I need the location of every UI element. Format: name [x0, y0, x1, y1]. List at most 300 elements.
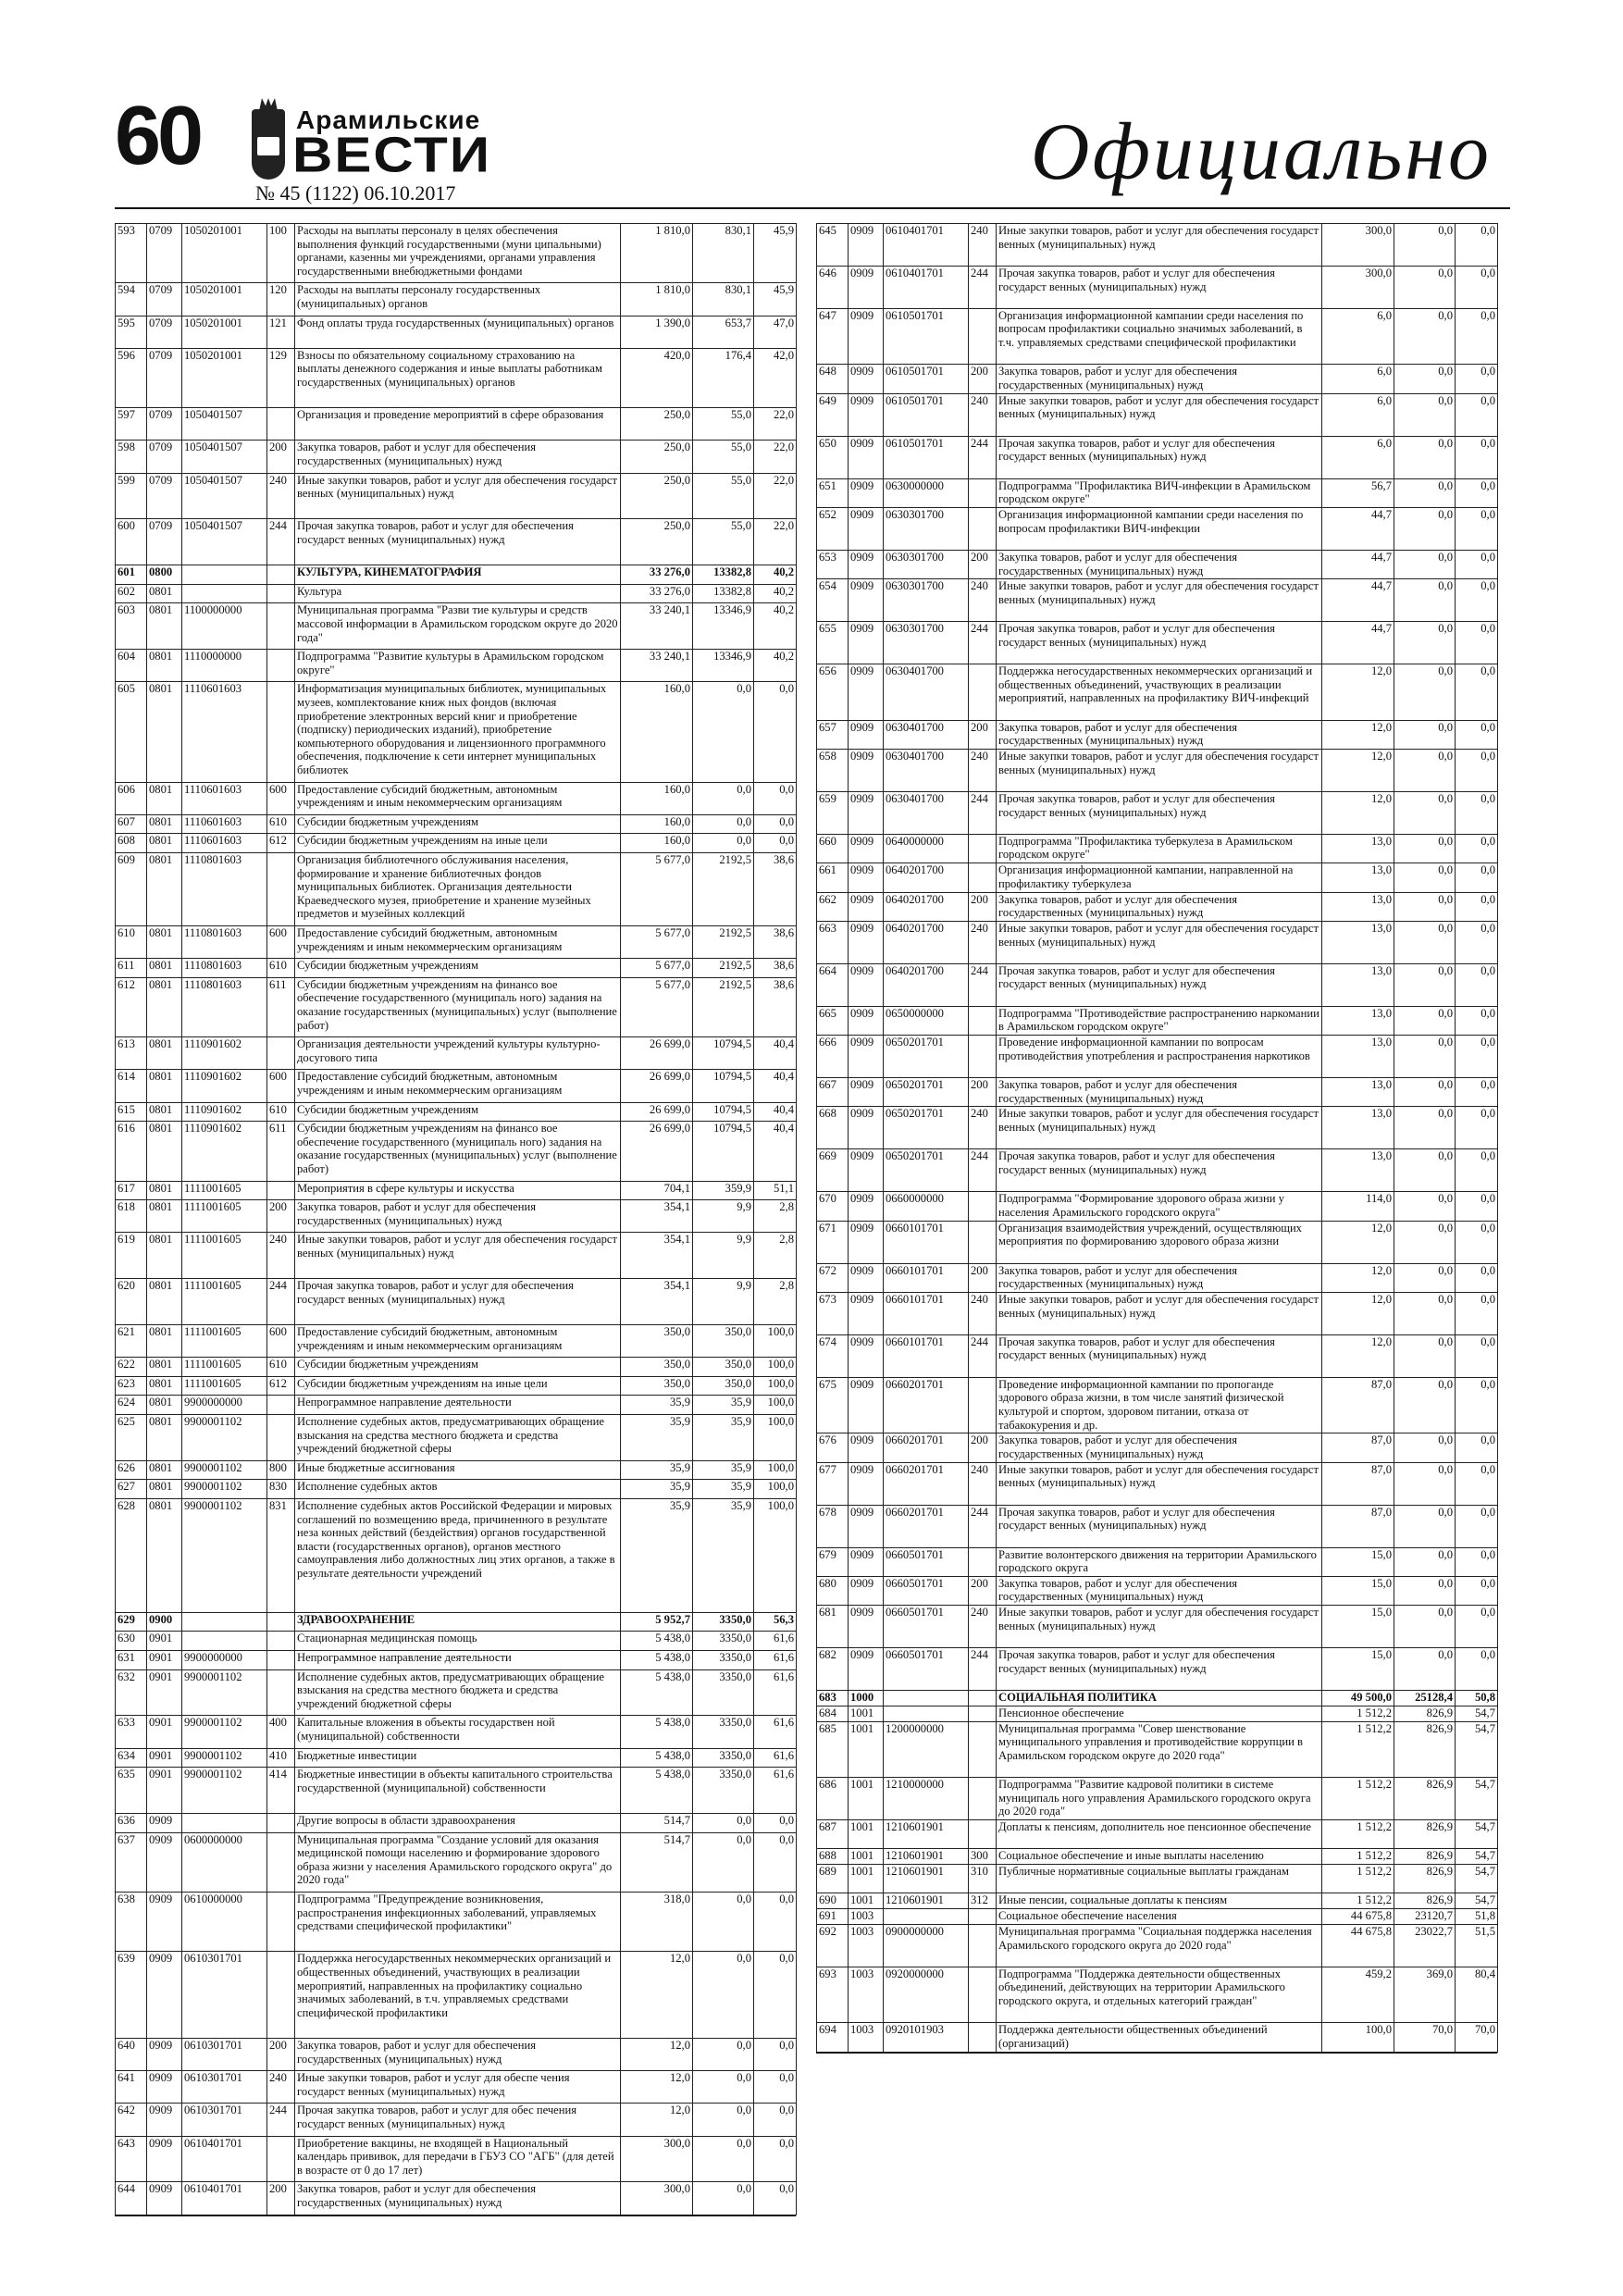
- row-description: Субсидии бюджетным учреждениям: [295, 1102, 621, 1122]
- executed-amount: 0,0: [1394, 1606, 1456, 1648]
- section-code: 0909: [849, 1606, 884, 1648]
- percent-executed: 50,8: [1456, 1691, 1498, 1706]
- row-description: Иные пенсии, социальные доплаты к пенсиям: [997, 1893, 1322, 1909]
- percent-executed: 0,0: [1456, 1648, 1498, 1691]
- expense-type-code: 800: [267, 1460, 295, 1480]
- target-code: 0660501701: [884, 1606, 969, 1648]
- plan-amount: 15,0: [1322, 1576, 1394, 1605]
- plan-amount: 12,0: [621, 2104, 693, 2136]
- row-number: 605: [116, 682, 147, 782]
- percent-executed: 42,0: [754, 348, 797, 407]
- row-number: 638: [116, 1892, 147, 1951]
- plan-amount: 1 512,2: [1322, 1865, 1394, 1893]
- table-row: [817, 579, 1498, 622]
- target-code: 1111001605: [182, 1200, 267, 1233]
- row-description: Прочая закупка товаров, работ и услуг для обеспечения государст венных (муниципальных) нужд: [997, 1505, 1322, 1547]
- executed-amount: 0,0: [1394, 1036, 1456, 1078]
- executed-amount: 826,9: [1394, 1778, 1456, 1820]
- percent-executed: 100,0: [754, 1460, 797, 1480]
- executed-amount: 9,9: [693, 1200, 754, 1233]
- expense-type-code: [969, 1221, 997, 1263]
- section-code: 0909: [849, 266, 884, 308]
- table-column-right: [816, 223, 1497, 2053]
- row-number: 656: [817, 664, 849, 721]
- section-code: 0801: [147, 814, 182, 834]
- percent-executed: 70,0: [1456, 2023, 1498, 2052]
- table-row: [116, 1358, 797, 1377]
- percent-executed: 0,0: [754, 1952, 797, 2039]
- header-rule: [115, 207, 1510, 209]
- executed-amount: 176,4: [693, 348, 754, 407]
- table-row: [817, 622, 1498, 664]
- row-description: КУЛЬТУРА, КИНЕМАТОГРАФИЯ: [295, 565, 621, 585]
- table-row: [116, 441, 797, 473]
- row-description: Подпрограмма "Профилактика туберкулеза в Арамильском городском округе": [997, 834, 1322, 863]
- executed-amount: 826,9: [1394, 1721, 1456, 1778]
- expense-type-code: [969, 1778, 997, 1820]
- row-number: 671: [817, 1221, 849, 1263]
- executed-amount: 0,0: [1394, 791, 1456, 834]
- expense-type-code: 200: [969, 550, 997, 578]
- target-code: 1050401507: [182, 441, 267, 473]
- table-row: [116, 224, 797, 283]
- plan-amount: 12,0: [1322, 750, 1394, 792]
- plan-amount: 514,7: [621, 1813, 693, 1832]
- expense-type-code: [267, 650, 295, 682]
- row-description: Субсидии бюджетным учреждениям на финансо вое обеспечение государственного (муниципаль ного) задания на оказание государственных (муниципальных) услуг (выполнение работ): [295, 977, 621, 1036]
- executed-amount: 0,0: [1394, 1462, 1456, 1505]
- section-code: 0909: [849, 834, 884, 863]
- plan-amount: 56,7: [1322, 478, 1394, 507]
- percent-executed: 54,7: [1456, 1820, 1498, 1849]
- expense-type-code: 831: [267, 1498, 295, 1612]
- percent-executed: 40,4: [754, 1037, 797, 1070]
- executed-amount: 826,9: [1394, 1893, 1456, 1909]
- row-description: Проведение информационной кампании по пропоганде здорового образа жизни, в том числе занятий физической культурой и спортом, здоровом питании, отказа от табакокурения и др.: [997, 1377, 1322, 1433]
- row-number: 609: [116, 853, 147, 926]
- table-row: [116, 1892, 797, 1951]
- percent-executed: 0,0: [1456, 1107, 1498, 1149]
- section-code: 0909: [849, 963, 884, 1006]
- target-code: 1110901602: [182, 1122, 267, 1181]
- expense-type-code: [969, 1547, 997, 1576]
- row-number: 644: [116, 2182, 147, 2215]
- table-row: [817, 1893, 1498, 1909]
- row-number: 602: [116, 584, 147, 603]
- column-bottom-rule: [816, 2052, 1497, 2054]
- percent-executed: 45,9: [754, 224, 797, 283]
- table-row: [116, 2071, 797, 2104]
- expense-type-code: [969, 1377, 997, 1433]
- executed-amount: 0,0: [1394, 750, 1456, 792]
- row-number: 648: [817, 365, 849, 393]
- plan-amount: 12,0: [1322, 1334, 1394, 1377]
- row-description: Муниципальная программа "Разви тие культуры и средств массовой информации в Арамильском городском округе до 2020 года": [295, 603, 621, 650]
- expense-type-code: 244: [969, 1648, 997, 1691]
- expense-type-code: 200: [969, 1263, 997, 1292]
- table-row: [817, 1006, 1498, 1035]
- logo-title: ВЕСТИ: [292, 126, 491, 183]
- target-code: 0650201701: [884, 1107, 969, 1149]
- row-description: Прочая закупка товаров, работ и услуг для обеспечения государст венных (муниципальных) нужд: [997, 791, 1322, 834]
- table-row: [817, 1149, 1498, 1192]
- logo-subtitle: Арамильские: [296, 105, 481, 134]
- table-row: [817, 2023, 1498, 2052]
- expense-type-code: [267, 1181, 295, 1200]
- expense-type-code: 600: [267, 926, 295, 959]
- section-code: 0909: [147, 1892, 182, 1951]
- row-number: 660: [817, 834, 849, 863]
- row-description: Субсидии бюджетным учреждениям на финансо вое обеспечение государственного (муниципаль ного) задания на оказание государственных (муниципальных) услуг (выполнение работ): [295, 1122, 621, 1181]
- executed-amount: 35,9: [693, 1498, 754, 1612]
- percent-executed: 0,0: [1456, 1576, 1498, 1605]
- section-code: 1001: [849, 1778, 884, 1820]
- expense-type-code: 240: [969, 750, 997, 792]
- percent-executed: 54,7: [1456, 1778, 1498, 1820]
- percent-executed: 0,0: [754, 2136, 797, 2182]
- section-code: 0909: [849, 1149, 884, 1192]
- plan-amount: 6,0: [1322, 365, 1394, 393]
- table-row: [817, 1107, 1498, 1149]
- percent-executed: 61,6: [754, 1669, 797, 1716]
- plan-amount: 318,0: [621, 1892, 693, 1951]
- expense-type-code: 410: [267, 1748, 295, 1768]
- row-number: 681: [817, 1606, 849, 1648]
- row-number: 601: [116, 565, 147, 585]
- target-code: 1210000000: [884, 1778, 969, 1820]
- executed-amount: 350,0: [693, 1358, 754, 1377]
- row-number: 607: [116, 814, 147, 834]
- row-description: Исполнение судебных актов: [295, 1480, 621, 1499]
- table-row: [116, 1813, 797, 1832]
- table-row: [817, 1865, 1498, 1893]
- percent-executed: 22,0: [754, 519, 797, 565]
- plan-amount: 33 240,1: [621, 650, 693, 682]
- table-row: [116, 316, 797, 348]
- target-code: 0640201700: [884, 863, 969, 892]
- table-row: [817, 224, 1498, 267]
- section-code: 0801: [147, 1070, 182, 1102]
- target-code: 1111001605: [182, 1376, 267, 1396]
- target-code: 0640201700: [884, 921, 969, 963]
- target-code: 0610501701: [884, 436, 969, 478]
- row-description: Исполнение судебных актов Российской Федерации и мировых соглашений по возмещению вреда, причиненного в результате неза конных действий (бездействия) органов государственной власти (государственных органов), органов местного самоуправления либо должностных лиц этих органов, а также в результате деятельности учреждений: [295, 1498, 621, 1612]
- plan-amount: 300,0: [621, 2136, 693, 2182]
- percent-executed: 0,0: [1456, 550, 1498, 578]
- section-code: 0709: [147, 473, 182, 519]
- row-number: 686: [817, 1778, 849, 1820]
- target-code: 1210601901: [884, 1820, 969, 1849]
- target-code: 0630401700: [884, 720, 969, 749]
- section-code: 0901: [147, 1716, 182, 1748]
- table-row: [817, 720, 1498, 749]
- target-code: 0610501701: [884, 393, 969, 436]
- target-code: 0660101701: [884, 1263, 969, 1292]
- percent-executed: 38,6: [754, 959, 797, 978]
- row-number: 606: [116, 782, 147, 814]
- target-code: 1111001605: [182, 1279, 267, 1325]
- table-row: [817, 1263, 1498, 1292]
- percent-executed: 54,7: [1456, 1865, 1498, 1893]
- table-row: [116, 782, 797, 814]
- table-row: [116, 2104, 797, 2136]
- executed-amount: 0,0: [1394, 507, 1456, 550]
- section-code: 0909: [849, 507, 884, 550]
- row-number: 613: [116, 1037, 147, 1070]
- row-description: Другие вопросы в области здравоохранения: [295, 1813, 621, 1832]
- target-code: 0640000000: [884, 834, 969, 863]
- target-code: 0650201701: [884, 1078, 969, 1107]
- target-code: 0630000000: [884, 478, 969, 507]
- table-row: [817, 892, 1498, 921]
- executed-amount: 0,0: [1394, 834, 1456, 863]
- row-number: 682: [817, 1648, 849, 1691]
- executed-amount: 0,0: [693, 834, 754, 853]
- row-number: 617: [116, 1181, 147, 1200]
- plan-amount: 350,0: [621, 1358, 693, 1377]
- plan-amount: 13,0: [1322, 863, 1394, 892]
- expense-type-code: [969, 1909, 997, 1925]
- row-number: 603: [116, 603, 147, 650]
- expense-type-code: [267, 1414, 295, 1460]
- percent-executed: 0,0: [1456, 622, 1498, 664]
- expense-type-code: [969, 1967, 997, 2023]
- target-code: 0660501701: [884, 1576, 969, 1605]
- executed-amount: 0,0: [693, 2104, 754, 2136]
- plan-amount: 12,0: [621, 2038, 693, 2070]
- executed-amount: 3350,0: [693, 1650, 754, 1669]
- table-row: [817, 1462, 1498, 1505]
- row-number: 676: [817, 1433, 849, 1462]
- target-code: 1100000000: [182, 603, 267, 650]
- row-description: Закупка товаров, работ и услуг для обеспечения государственных (муниципальных) нужд: [997, 550, 1322, 578]
- section-code: 0909: [849, 1006, 884, 1035]
- plan-amount: 13,0: [1322, 1078, 1394, 1107]
- row-description: Прочая закупка товаров, работ и услуг для обеспечения государст венных (муниципальных) нужд: [295, 519, 621, 565]
- row-number: 597: [116, 408, 147, 441]
- executed-amount: 0,0: [1394, 1576, 1456, 1605]
- section-code: 0909: [849, 308, 884, 365]
- table-row: [817, 921, 1498, 963]
- row-description: ЗДРАВООХРАНЕНИЕ: [295, 1612, 621, 1632]
- table-row: [116, 1612, 797, 1632]
- executed-amount: 0,0: [1394, 308, 1456, 365]
- target-code: 0660101701: [884, 1292, 969, 1334]
- row-description: Муниципальная программа "Совер шенствование муниципального управления и противодействие коррупции в Арамильском городском округе до 2020 года": [997, 1721, 1322, 1778]
- percent-executed: 40,2: [754, 650, 797, 682]
- expense-type-code: 200: [267, 2038, 295, 2070]
- percent-executed: 0,0: [1456, 1505, 1498, 1547]
- executed-amount: 0,0: [1394, 1377, 1456, 1433]
- percent-executed: 54,7: [1456, 1721, 1498, 1778]
- section-code: 0800: [147, 565, 182, 585]
- section-code: 0801: [147, 782, 182, 814]
- row-description: Подпрограмма "Противодействие распространению наркомании в Арамильском городском округе": [997, 1006, 1322, 1035]
- row-number: 622: [116, 1358, 147, 1377]
- table-row: [817, 1292, 1498, 1334]
- expense-type-code: 200: [969, 1433, 997, 1462]
- table-row: [817, 1691, 1498, 1706]
- plan-amount: 5 677,0: [621, 977, 693, 1036]
- section-code: 0709: [147, 519, 182, 565]
- table-row: [817, 1909, 1498, 1925]
- row-description: Культура: [295, 584, 621, 603]
- target-code: 1050401507: [182, 408, 267, 441]
- row-description: Субсидии бюджетным учреждениям на иные цели: [295, 834, 621, 853]
- executed-amount: 25128,4: [1394, 1691, 1456, 1706]
- row-number: 623: [116, 1376, 147, 1396]
- target-code: 1200000000: [884, 1721, 969, 1778]
- target-code: 1110801603: [182, 853, 267, 926]
- target-code: 1110801603: [182, 926, 267, 959]
- executed-amount: 0,0: [1394, 1433, 1456, 1462]
- plan-amount: 350,0: [621, 1376, 693, 1396]
- executed-amount: 10794,5: [693, 1102, 754, 1122]
- percent-executed: 51,1: [754, 1181, 797, 1200]
- executed-amount: 70,0: [1394, 2023, 1456, 2052]
- row-number: 596: [116, 348, 147, 407]
- row-number: 637: [116, 1832, 147, 1892]
- expense-type-code: 240: [969, 579, 997, 622]
- plan-amount: 300,0: [621, 2182, 693, 2215]
- plan-amount: 15,0: [1322, 1648, 1394, 1691]
- row-number: 636: [116, 1813, 147, 1832]
- row-description: Субсидии бюджетным учреждениям: [295, 814, 621, 834]
- plan-amount: 250,0: [621, 441, 693, 473]
- plan-amount: 250,0: [621, 408, 693, 441]
- target-code: 9900001102: [182, 1414, 267, 1460]
- section-code: 0909: [849, 1263, 884, 1292]
- expense-type-code: [267, 1612, 295, 1632]
- table-row: [817, 1221, 1498, 1263]
- target-code: [182, 1632, 267, 1651]
- row-description: Закупка товаров, работ и услуг для обеспечения государственных (муниципальных) нужд: [997, 365, 1322, 393]
- row-description: Предоставление субсидий бюджетным, автономным учреждениям и иным некоммерческим организациям: [295, 1325, 621, 1358]
- target-code: 0610401701: [884, 266, 969, 308]
- row-number: 639: [116, 1952, 147, 2039]
- table-row: [817, 1334, 1498, 1377]
- section-code: 0709: [147, 348, 182, 407]
- expense-type-code: 830: [267, 1480, 295, 1499]
- section-code: 0909: [849, 750, 884, 792]
- table-row: [116, 1233, 797, 1279]
- table-row: [817, 1967, 1498, 2023]
- table-row: [116, 1650, 797, 1669]
- percent-executed: 40,2: [754, 565, 797, 585]
- target-code: 1110601603: [182, 834, 267, 853]
- section-code: 0801: [147, 1325, 182, 1358]
- percent-executed: 40,4: [754, 1122, 797, 1181]
- executed-amount: 653,7: [693, 316, 754, 348]
- section-code: 0909: [849, 1547, 884, 1576]
- target-code: 0610301701: [182, 1952, 267, 2039]
- target-code: 0660201701: [884, 1462, 969, 1505]
- expense-type-code: 200: [267, 441, 295, 473]
- percent-executed: 0,0: [1456, 892, 1498, 921]
- section-code: 0909: [849, 1505, 884, 1547]
- plan-amount: 250,0: [621, 519, 693, 565]
- row-description: Доплаты к пенсиям, дополнитель ное пенсионное обеспечение: [997, 1820, 1322, 1849]
- percent-executed: 40,4: [754, 1070, 797, 1102]
- row-number: 629: [116, 1612, 147, 1632]
- table-row: [116, 1716, 797, 1748]
- target-code: 0660201701: [884, 1505, 969, 1547]
- expense-type-code: 612: [267, 1376, 295, 1396]
- executed-amount: 359,9: [693, 1181, 754, 1200]
- target-code: 1110601603: [182, 782, 267, 814]
- executed-amount: 0,0: [1394, 579, 1456, 622]
- table-row: [817, 1849, 1498, 1865]
- section-code: 0909: [849, 436, 884, 478]
- row-number: 687: [817, 1820, 849, 1849]
- target-code: 9900001102: [182, 1498, 267, 1612]
- row-description: Прочая закупка товаров, работ и услуг для обеспечения государст венных (муниципальных) нужд: [295, 1279, 621, 1325]
- row-description: Иные закупки товаров, работ и услуг для обеспечения государст венных (муниципальных) нужд: [997, 921, 1322, 963]
- expense-type-code: [267, 1632, 295, 1651]
- row-number: 620: [116, 1279, 147, 1325]
- table-row: [116, 926, 797, 959]
- plan-amount: 1 512,2: [1322, 1849, 1394, 1865]
- expense-type-code: 244: [969, 1334, 997, 1377]
- target-code: 0630401700: [884, 664, 969, 721]
- row-number: 679: [817, 1547, 849, 1576]
- executed-amount: 9,9: [693, 1233, 754, 1279]
- percent-executed: 0,0: [1456, 579, 1498, 622]
- section-code: 0909: [849, 550, 884, 578]
- table-row: [116, 1122, 797, 1181]
- executed-amount: 35,9: [693, 1414, 754, 1460]
- expense-type-code: 611: [267, 1122, 295, 1181]
- target-code: 1110000000: [182, 650, 267, 682]
- plan-amount: 44 675,8: [1322, 1924, 1394, 1967]
- plan-amount: 12,0: [1322, 791, 1394, 834]
- row-description: Закупка товаров, работ и услуг для обеспечения государственных (муниципальных) нужд: [295, 1200, 621, 1233]
- expense-type-code: 610: [267, 814, 295, 834]
- executed-amount: 830,1: [693, 283, 754, 316]
- percent-executed: 0,0: [1456, 224, 1498, 267]
- percent-executed: 51,5: [1456, 1924, 1498, 1967]
- percent-executed: 0,0: [1456, 1462, 1498, 1505]
- expense-type-code: [969, 507, 997, 550]
- executed-amount: 0,0: [1394, 921, 1456, 963]
- row-number: 694: [817, 2023, 849, 2052]
- table-row: [116, 1396, 797, 1415]
- percent-executed: 0,0: [1456, 863, 1498, 892]
- section-code: 0709: [147, 224, 182, 283]
- table-row: [116, 1952, 797, 2039]
- percent-executed: 0,0: [1456, 393, 1498, 436]
- executed-amount: 0,0: [1394, 1263, 1456, 1292]
- table-row: [116, 853, 797, 926]
- percent-executed: 0,0: [1456, 750, 1498, 792]
- row-number: 633: [116, 1716, 147, 1748]
- section-code: 0709: [147, 283, 182, 316]
- row-number: 653: [817, 550, 849, 578]
- row-description: Иные закупки товаров, работ и услуг для обеспечения государст венных (муниципальных) нужд: [997, 1292, 1322, 1334]
- row-number: 646: [817, 266, 849, 308]
- plan-amount: 44,7: [1322, 550, 1394, 578]
- target-code: 0660201701: [884, 1433, 969, 1462]
- plan-amount: 33 276,0: [621, 584, 693, 603]
- table-row: [116, 1498, 797, 1612]
- expense-type-code: 200: [267, 1200, 295, 1233]
- expense-type-code: [267, 1832, 295, 1892]
- target-code: 1210601901: [884, 1849, 969, 1865]
- row-description: Прочая закупка товаров, работ и услуг для обеспечения государст венных (муниципальных) нужд: [997, 436, 1322, 478]
- section-code: 0709: [147, 408, 182, 441]
- row-number: 668: [817, 1107, 849, 1149]
- page-number: 60: [115, 90, 201, 182]
